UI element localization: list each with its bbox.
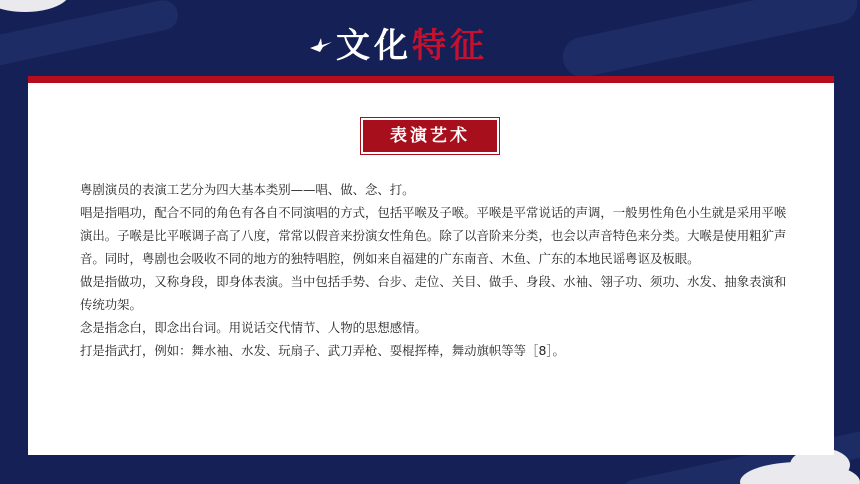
paragraph-fight: 打是指武打，例如：舞水袖、水发、玩扇子、武刀弄枪、耍棍挥棒，舞动旗帜等等［8］。 bbox=[80, 343, 565, 358]
page-title bbox=[336, 18, 488, 67]
section-label: 表演艺术 bbox=[363, 120, 497, 152]
title-accent: 特征 bbox=[412, 26, 488, 66]
paragraph-sing: 唱是指唱功，配合不同的角色有各自不同演唱的方式，包括平喉及子喉。平喉是平常说话的声调，一般男性角色小生就是采用平喉演出。子喉是比平喉调子高了八度，常常以假音来扮演女性角色。除了以音阶来分类，也会以声音特色来分类。大喉是使用粗犷声音。同时，粤剧也会吸收不同的地方的独特唱腔，例如来自福建的广东南音、木鱼、广东的本地民谣粤讴及板眼。 bbox=[80, 205, 787, 266]
title-main: 文化 bbox=[336, 26, 412, 66]
paragraph-act: 做是指做功，又称身段，即身体表演。当中包括手势、台步、走位、关目、做手、身段、水袖、翎子功、须功、水发、抽象表演和传统功架。 bbox=[80, 274, 787, 312]
crane-icon bbox=[308, 36, 334, 54]
body-text bbox=[80, 178, 792, 362]
paragraph-intro: 粤剧演员的表演工艺分为四大基本类别——唱、做、念、打。 bbox=[80, 182, 415, 197]
header-divider bbox=[28, 76, 834, 83]
content-card bbox=[28, 83, 834, 455]
header bbox=[0, 0, 860, 80]
paragraph-recite: 念是指念白，即念出台词。用说话交代情节、人物的思想感情。 bbox=[80, 320, 427, 335]
